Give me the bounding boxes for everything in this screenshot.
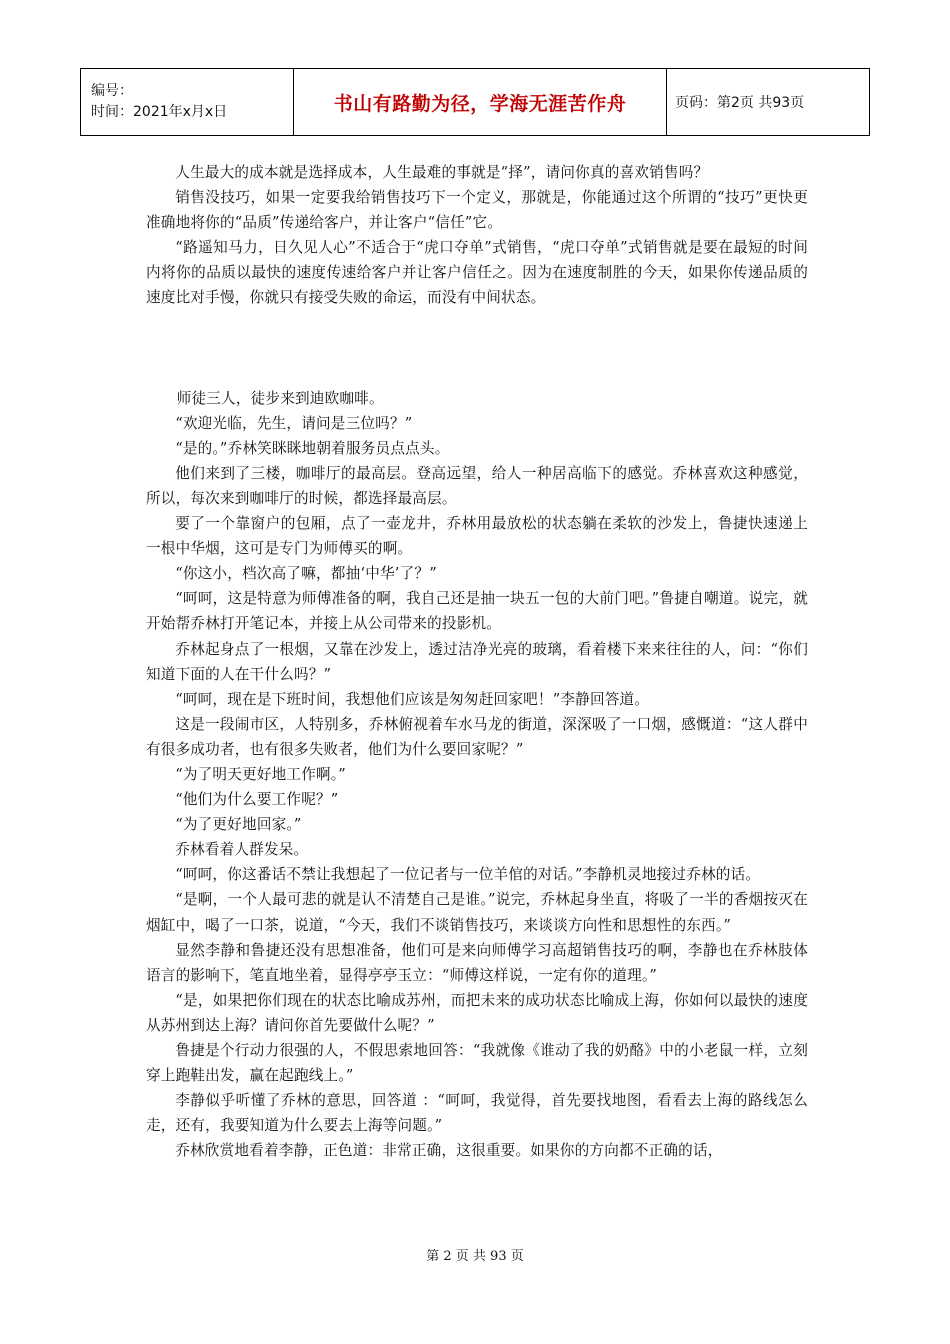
story-paragraph: “你这小，档次高了嘛，都抽‘中华’了？” [175,565,437,583]
page-info: 页码：第2页 共93页 [667,69,870,136]
story-paragraph: 他们来到了三楼，咖啡厅的最高层。登高远望，给人一种居高临下的感觉。乔林喜欢这种感觉，所以，每次来到咖啡厅的时候，都选择最高层。 [146,464,808,507]
document-header [80,68,870,136]
story-paragraph: 这是一段闹市区，人特别多，乔林俯视着车水马龙的街道，深深吸了一口烟，感慨道：“这人群中有很多成功者，也有很多失败者，他们为什么要回家呢？” [146,715,808,758]
story-paragraph: “欢迎光临，先生，请问是三位吗？” [175,414,413,432]
intro-paragraph: “路遥知马力，日久见人心”不适合于“虎口夺单”式销售，“虎口夺单”式销售就是要在最短的时间内将你的品质以最快的速度传速给客户并让客户信任之。因为在速度制胜的今天，如果你传递品质的速度比对手慢，你就只有接受失败的命运，而没有中间状态。 [146,239,808,307]
number-label: 编号： [91,83,133,99]
page-footer: 第 2 页 共 93 页 [426,1249,524,1264]
header-meta [81,69,294,136]
story-paragraph: “是，如果把你们现在的状态比喻成苏州，而把未来的成功状态比喻成上海，你如何以最快的速度从苏州到达上海？请问你首先要做什么呢？” [146,991,808,1034]
intro-paragraph: 销售没技巧，如果一定要我给销售技巧下一个定义，那就是，你能通过这个所谓的“技巧”更快更准确地将你的“品质”传递给客户，并让客户“信任”它。 [146,189,808,232]
story-paragraph: 鲁捷是个行动力很强的人，不假思索地回答：“我就像《谁动了我的奶酪》中的小老鼠一样，立刻穿上跑鞋出发，赢在起跑线上。” [146,1042,808,1085]
story-paragraph: 乔林看着人群发呆。 [175,841,309,859]
story-paragraph: 乔林起身点了一根烟，又靠在沙发上，透过洁净光亮的玻璃，看着楼下来来往往的人，问：“你们知道下面的人在干什么吗？” [146,640,808,683]
story-paragraph: “呵呵，你这番话不禁让我想起了一位记者与一位羊倌的对话。”李静机灵地接过乔林的话。 [175,866,761,884]
motto: 书山有路勤为径，学海无涯苦作舟 [333,92,627,115]
document-body [146,160,808,1163]
story-paragraph: “为了更好地回家。” [175,816,302,834]
date-label: 时间：2021年x月x日 [91,104,228,120]
story-paragraph: “呵呵，这是特意为师傅准备的啊，我自己还是抽一块五一包的大前门吧。”鲁捷自嘲道。说完，就开始帮乔林打开笔记本，并接上从公司带来的投影机。 [146,590,808,633]
story-paragraph: 乔林欣赏地看着李静，正色道：非常正确，这很重要。如果你的方向都不正确的话， [175,1142,723,1160]
story-paragraph: “为了明天更好地工作啊。” [175,765,346,783]
intro-paragraph: 人生最大的成本就是选择成本，人生最难的事就是“择”，请问你真的喜欢销售吗？ [175,164,709,181]
story-paragraph: “他们为什么要工作呢？” [175,791,339,809]
story-paragraph: “是的。”乔林笑眯眯地朝着服务员点点头。 [175,439,450,457]
story-paragraph: 要了一个靠窗户的包厢，点了一壶龙井，乔林用最放松的状态躺在柔软的沙发上，鲁捷快速递上一根中华烟，这可是专门为师傅买的啊。 [146,515,808,558]
story-paragraph: “呵呵，现在是下班时间，我想他们应该是匆匆赶回家吧！”李静回答道。 [175,690,650,708]
story-paragraph: “是啊，一个人最可悲的就是认不清楚自己是谁。”说完，乔林起身坐直，将吸了一半的香烟按灭在烟缸中，喝了一口茶，说道，“今天，我们不谈销售技巧，来谈谈方向性和思想性的东西。” [146,891,808,934]
story-paragraph: 师徒三人，徒步来到迪欧咖啡。 [176,389,384,407]
header-motto-cell [294,69,667,136]
story-paragraph: 显然李静和鲁捷还没有思想准备，他们可是来向师傅学习高超销售技巧的啊，李静也在乔林肢体语言的影响下，笔直地坐着，显得亭亭玉立：“师傅这样说，一定有你的道理。” [146,941,808,984]
story-paragraph: 李静似乎听懂了乔林的意思，回答道 ：“呵呵，我觉得，首先要找地图，看看去上海的路线怎么走，还有，我要知道为什么要去上海等问题。” [146,1092,808,1135]
